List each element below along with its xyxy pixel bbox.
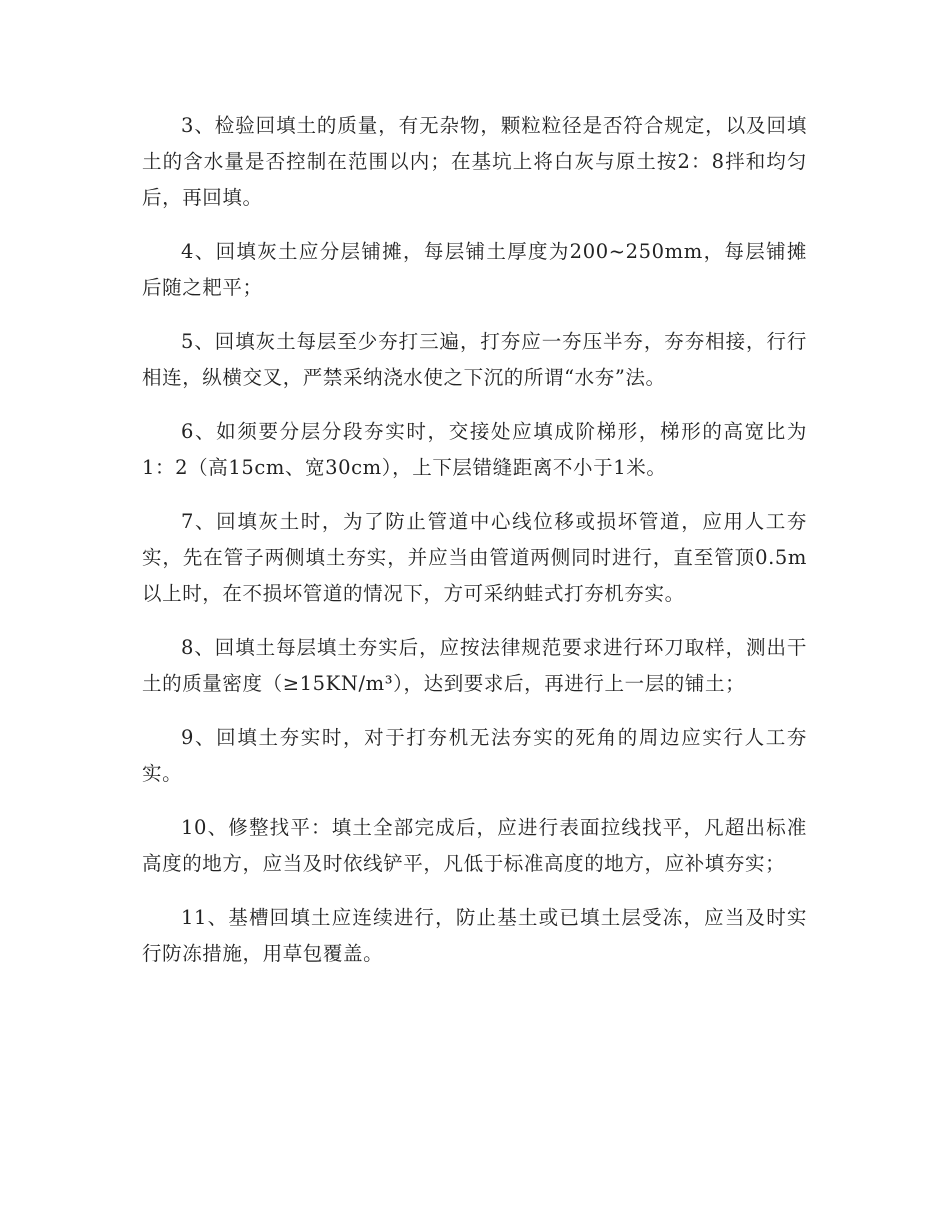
paragraph-item-3: 3、检验回填土的质量，有无杂物，颗粒粒径是否符合规定，以及回填土的含水量是否控制在范围以内；在基坑上将白灰与原土按2：8拌和均匀后，再回填。 xyxy=(142,114,807,209)
document-body xyxy=(142,108,807,990)
paragraph-item-9: 9、回填土夯实时，对于打夯机无法夯实的死角的周边应实行人工夯实。 xyxy=(142,726,807,785)
paragraph-item-5: 5、回填灰土每层至少夯打三遍，打夯应一夯压半夯，夯夯相接，行行相连，纵横交叉，严禁采纳浇水使之下沉的所谓“水夯”法。 xyxy=(142,330,807,389)
paragraph-item-7: 7、回填灰土时，为了防止管道中心线位移或损坏管道，应用人工夯实，先在管子两侧填土夯实，并应当由管道两侧同时进行，直至管顶0.5m以上时，在不损坏管道的情况下，方可采纳蛙式打夯机夯实。 xyxy=(142,510,807,605)
paragraph-item-6: 6、如须要分层分段夯实时，交接处应填成阶梯形，梯形的高宽比为1：2（高15cm、宽30cm），上下层错缝距离不小于1米。 xyxy=(142,420,807,479)
paragraph-item-8: 8、回填土每层填土夯实后，应按法律规范要求进行环刀取样，测出干土的质量密度（≥15KN/m³），达到要求后，再进行上一层的铺土； xyxy=(142,636,807,695)
paragraph-item-11: 11、基槽回填土应连续进行，防止基土或已填土层受冻，应当及时实行防冻措施，用草包覆盖。 xyxy=(142,906,807,965)
paragraph-item-4: 4、回填灰土应分层铺摊，每层铺土厚度为200~250mm，每层铺摊后随之耙平； xyxy=(142,240,807,299)
paragraph-item-10: 10、修整找平：填土全部完成后，应进行表面拉线找平，凡超出标准高度的地方，应当及时依线铲平，凡低于标准高度的地方，应补填夯实； xyxy=(142,816,807,875)
